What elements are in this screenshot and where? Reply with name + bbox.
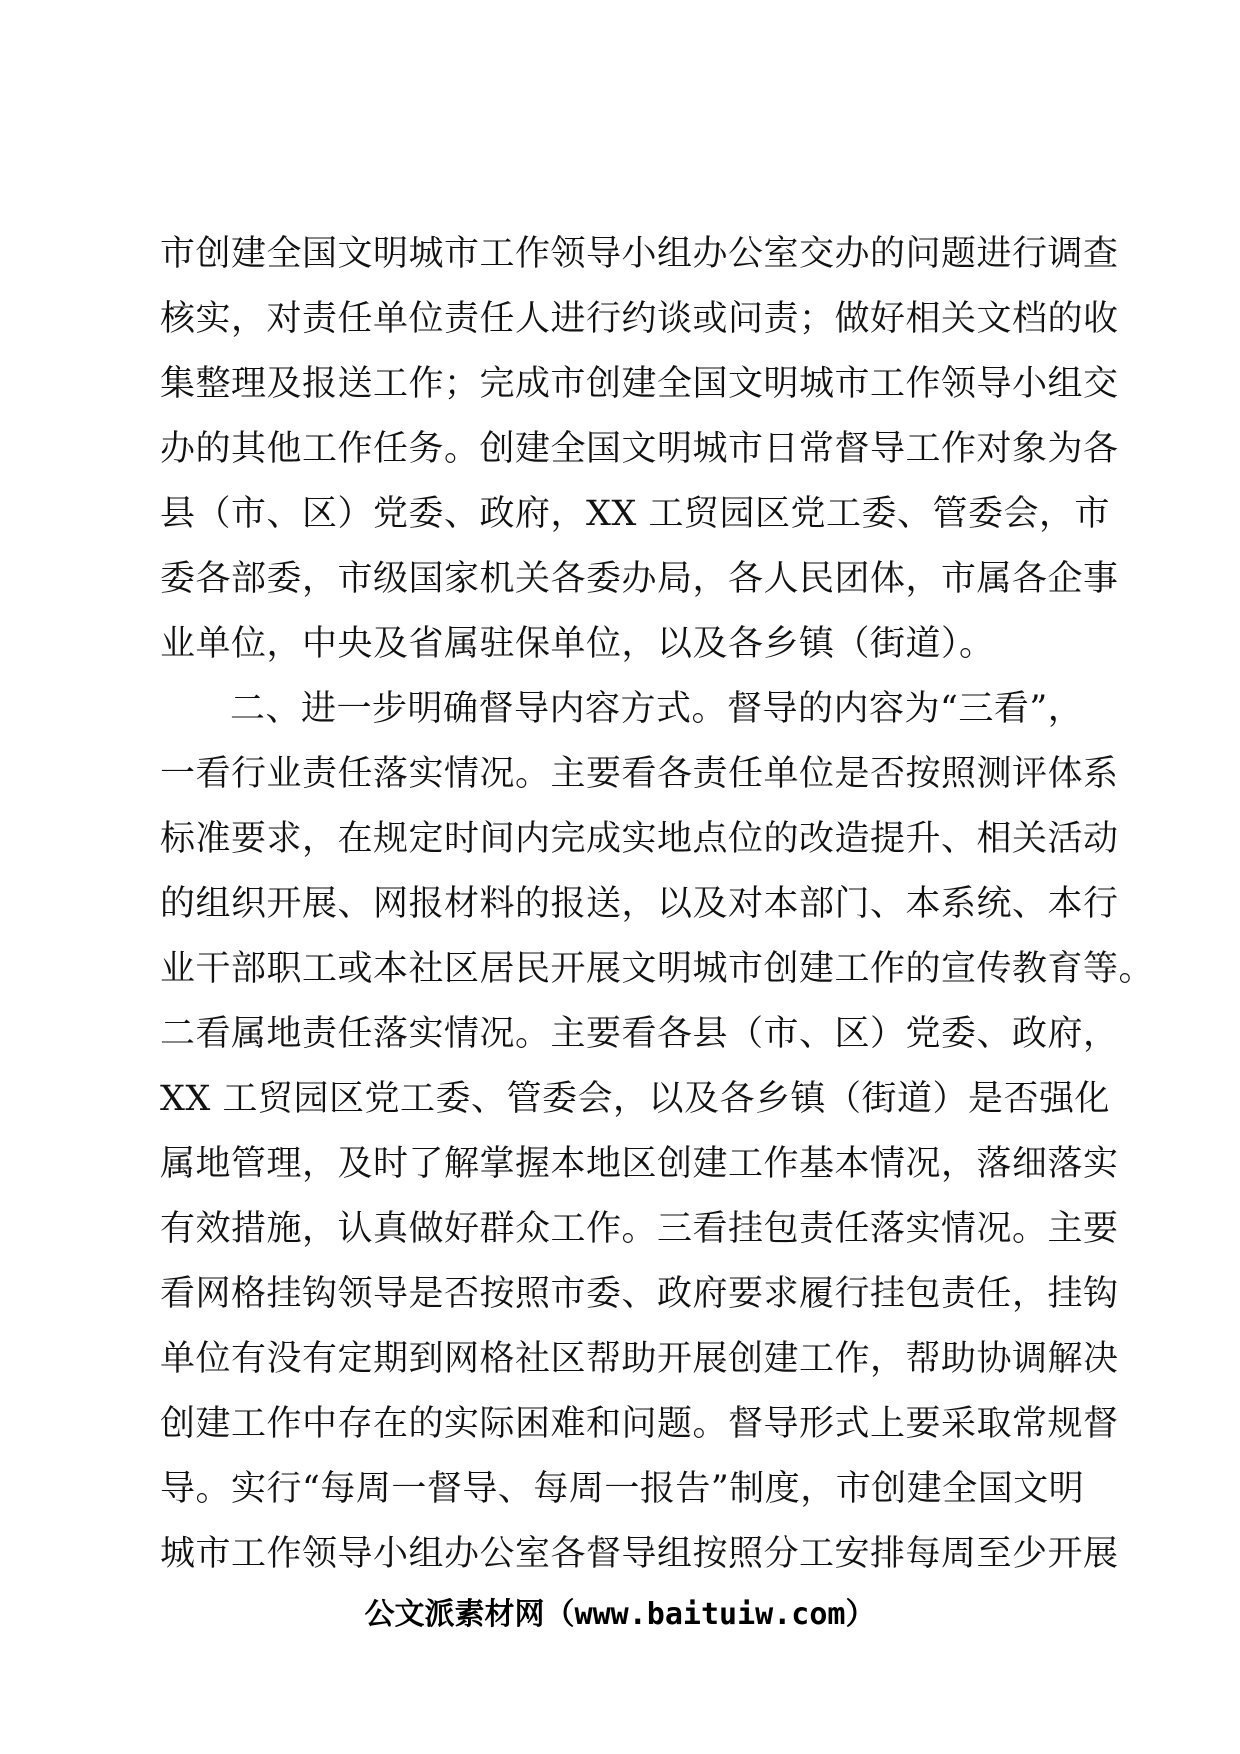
text-line: 的组织开展、网报材料的报送，以及对本部门、本系统、本行 <box>160 884 1119 924</box>
text-line: 导。实行“每周一督导、每周一报告”制度，市创建全国文明 <box>160 1469 1085 1509</box>
section-heading-line: 二、进一步明确督导内容方式。督导的内容为“三看”， <box>230 689 1084 729</box>
text-line: 业单位，中央及省属驻保单位，以及各乡镇（街道）。 <box>160 624 995 664</box>
text-line: 一看行业责任落实情况。主要看各责任单位是否按照测评体系 <box>160 754 1119 794</box>
text-line: 属地管理，及时了解掌握本地区创建工作基本情况，落细落实 <box>160 1144 1119 1184</box>
text-line: 委各部委，市级国家机关各委办局，各人民团体，市属各企事 <box>160 559 1119 599</box>
document-body <box>160 222 1155 1587</box>
footer-watermark: 公文派素材网（www.baituiw.com） <box>364 1597 876 1632</box>
text-line: 核实，对责任单位责任人进行约谈或问责；做好相关文档的收 <box>160 299 1119 339</box>
text-line: 城市工作领导小组办公室各督导组按照分工安排每周至少开展 <box>160 1534 1119 1574</box>
text-line: XX 工贸园区党工委、管委会，以及各乡镇（街道）是否强化 <box>160 1079 1110 1119</box>
text-line: 二看属地责任落实情况。主要看各县（市、区）党委、政府， <box>160 1014 1119 1054</box>
text-line: 标准要求，在规定时间内完成实地点位的改造提升、相关活动 <box>160 819 1119 859</box>
text-line: 办的其他工作任务。创建全国文明城市日常督导工作对象为各 <box>160 429 1119 469</box>
text-line: 市创建全国文明城市工作领导小组办公室交办的问题进行调查 <box>160 234 1119 274</box>
text-line: 县（市、区）党委、政府，XX 工贸园区党工委、管委会，市 <box>160 494 1110 534</box>
text-line: 业干部职工或本社区居民开展文明城市创建工作的宣传教育等。 <box>160 949 1155 989</box>
text-line: 创建工作中存在的实际困难和问题。督导形式上要采取常规督 <box>160 1404 1119 1444</box>
text-line: 看网格挂钩领导是否按照市委、政府要求履行挂包责任，挂钩 <box>160 1274 1119 1314</box>
text-line: 单位有没有定期到网格社区帮助开展创建工作，帮助协调解决 <box>160 1339 1119 1379</box>
text-line: 有效措施，认真做好群众工作。三看挂包责任落实情况。主要 <box>160 1209 1119 1249</box>
text-line: 集整理及报送工作；完成市创建全国文明城市工作领导小组交 <box>160 364 1119 404</box>
